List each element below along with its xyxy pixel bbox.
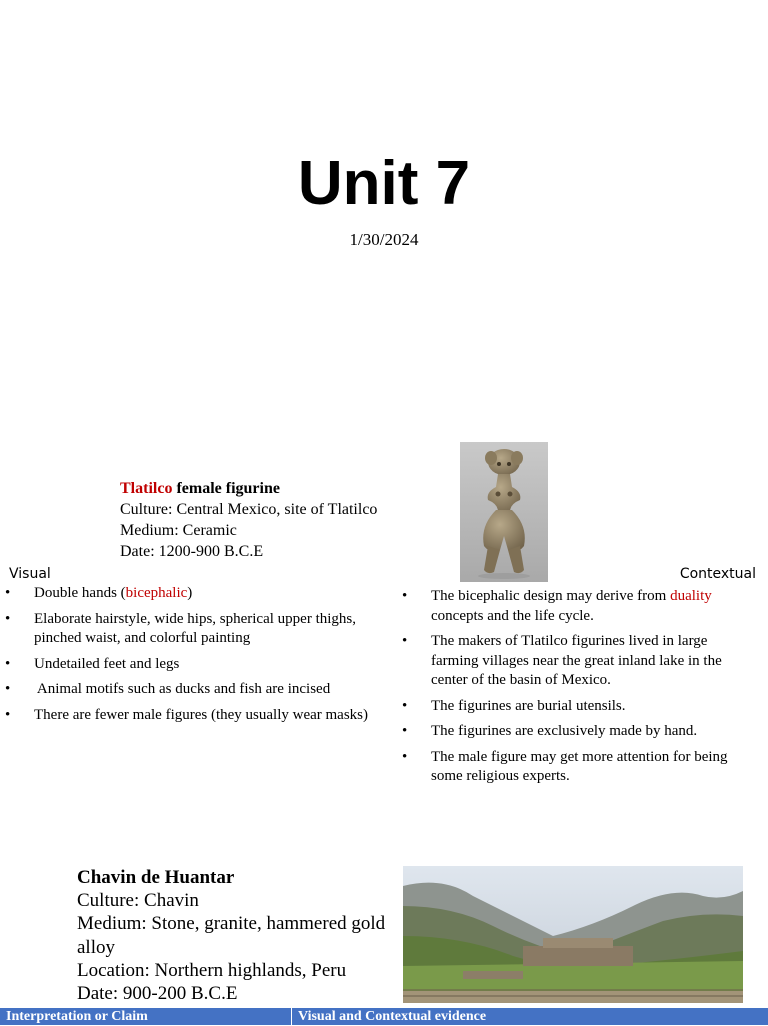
list-item: • Elaborate hairstyle, wide hips, spherical upper thighs, pinched waist, and colorful painting	[5, 610, 385, 649]
tlatilco-name-rest: female figurine	[172, 480, 280, 497]
chavin-date: Date: 900-200 B.C.E	[77, 983, 238, 1005]
tlatilco-title	[120, 478, 377, 499]
list-item: • Double hands (bicephalic)	[5, 584, 385, 604]
slide-title: Unit 7	[297, 149, 471, 218]
tlatilco-name-red: Tlatilco	[120, 480, 173, 497]
chavin-de-huantar-image	[403, 866, 743, 1003]
chavin-info	[77, 866, 397, 1005]
chavin-medium: Medium: Stone, granite, hammered gold alloy	[77, 913, 386, 958]
table-header-evidence: Visual and Contextual evidence	[298, 1009, 487, 1024]
list-item: • The figurines are exclusively made by hand.	[402, 722, 758, 742]
chavin-location: Location: Northern highlands, Peru	[77, 959, 347, 981]
list-item: • Animal motifs such as ducks and fish are incised	[5, 680, 385, 700]
tlatilco-info	[120, 478, 377, 562]
table-header-interpretation: Interpretation or Claim	[0, 1008, 292, 1025]
contextual-heading: Contextual	[679, 566, 756, 582]
chavin-title: Chavin de Huantar	[77, 867, 235, 888]
visual-heading: Visual	[9, 566, 51, 582]
visual-list	[5, 584, 385, 731]
tlatilco-figurine-image	[460, 442, 548, 582]
list-item: • There are fewer male figures (they usually wear masks)	[5, 706, 385, 726]
tlatilco-date: Date: 1200-900 B.C.E	[120, 543, 264, 560]
list-item: • The figurines are burial utensils.	[402, 697, 758, 717]
tlatilco-medium: Medium: Ceramic	[120, 522, 237, 539]
list-item: • The bicephalic design may derive from duality concepts and the life cycle.	[402, 587, 758, 626]
slide-date: 1/30/2024	[349, 230, 419, 249]
tlatilco-culture: Culture: Central Mexico, site of Tlatilco	[120, 501, 378, 518]
list-item: • Undetailed feet and legs	[5, 655, 385, 675]
contextual-list	[402, 587, 758, 793]
list-item: • The male figure may get more attention for being some religious experts.	[402, 748, 758, 787]
list-item: • The makers of Tlatilco figurines lived in large farming villages near the great inland lake in the center of the basin of Mexico.	[402, 632, 758, 691]
evidence-table-header	[0, 1007, 768, 1025]
chavin-culture: Culture: Chavin	[77, 890, 199, 912]
